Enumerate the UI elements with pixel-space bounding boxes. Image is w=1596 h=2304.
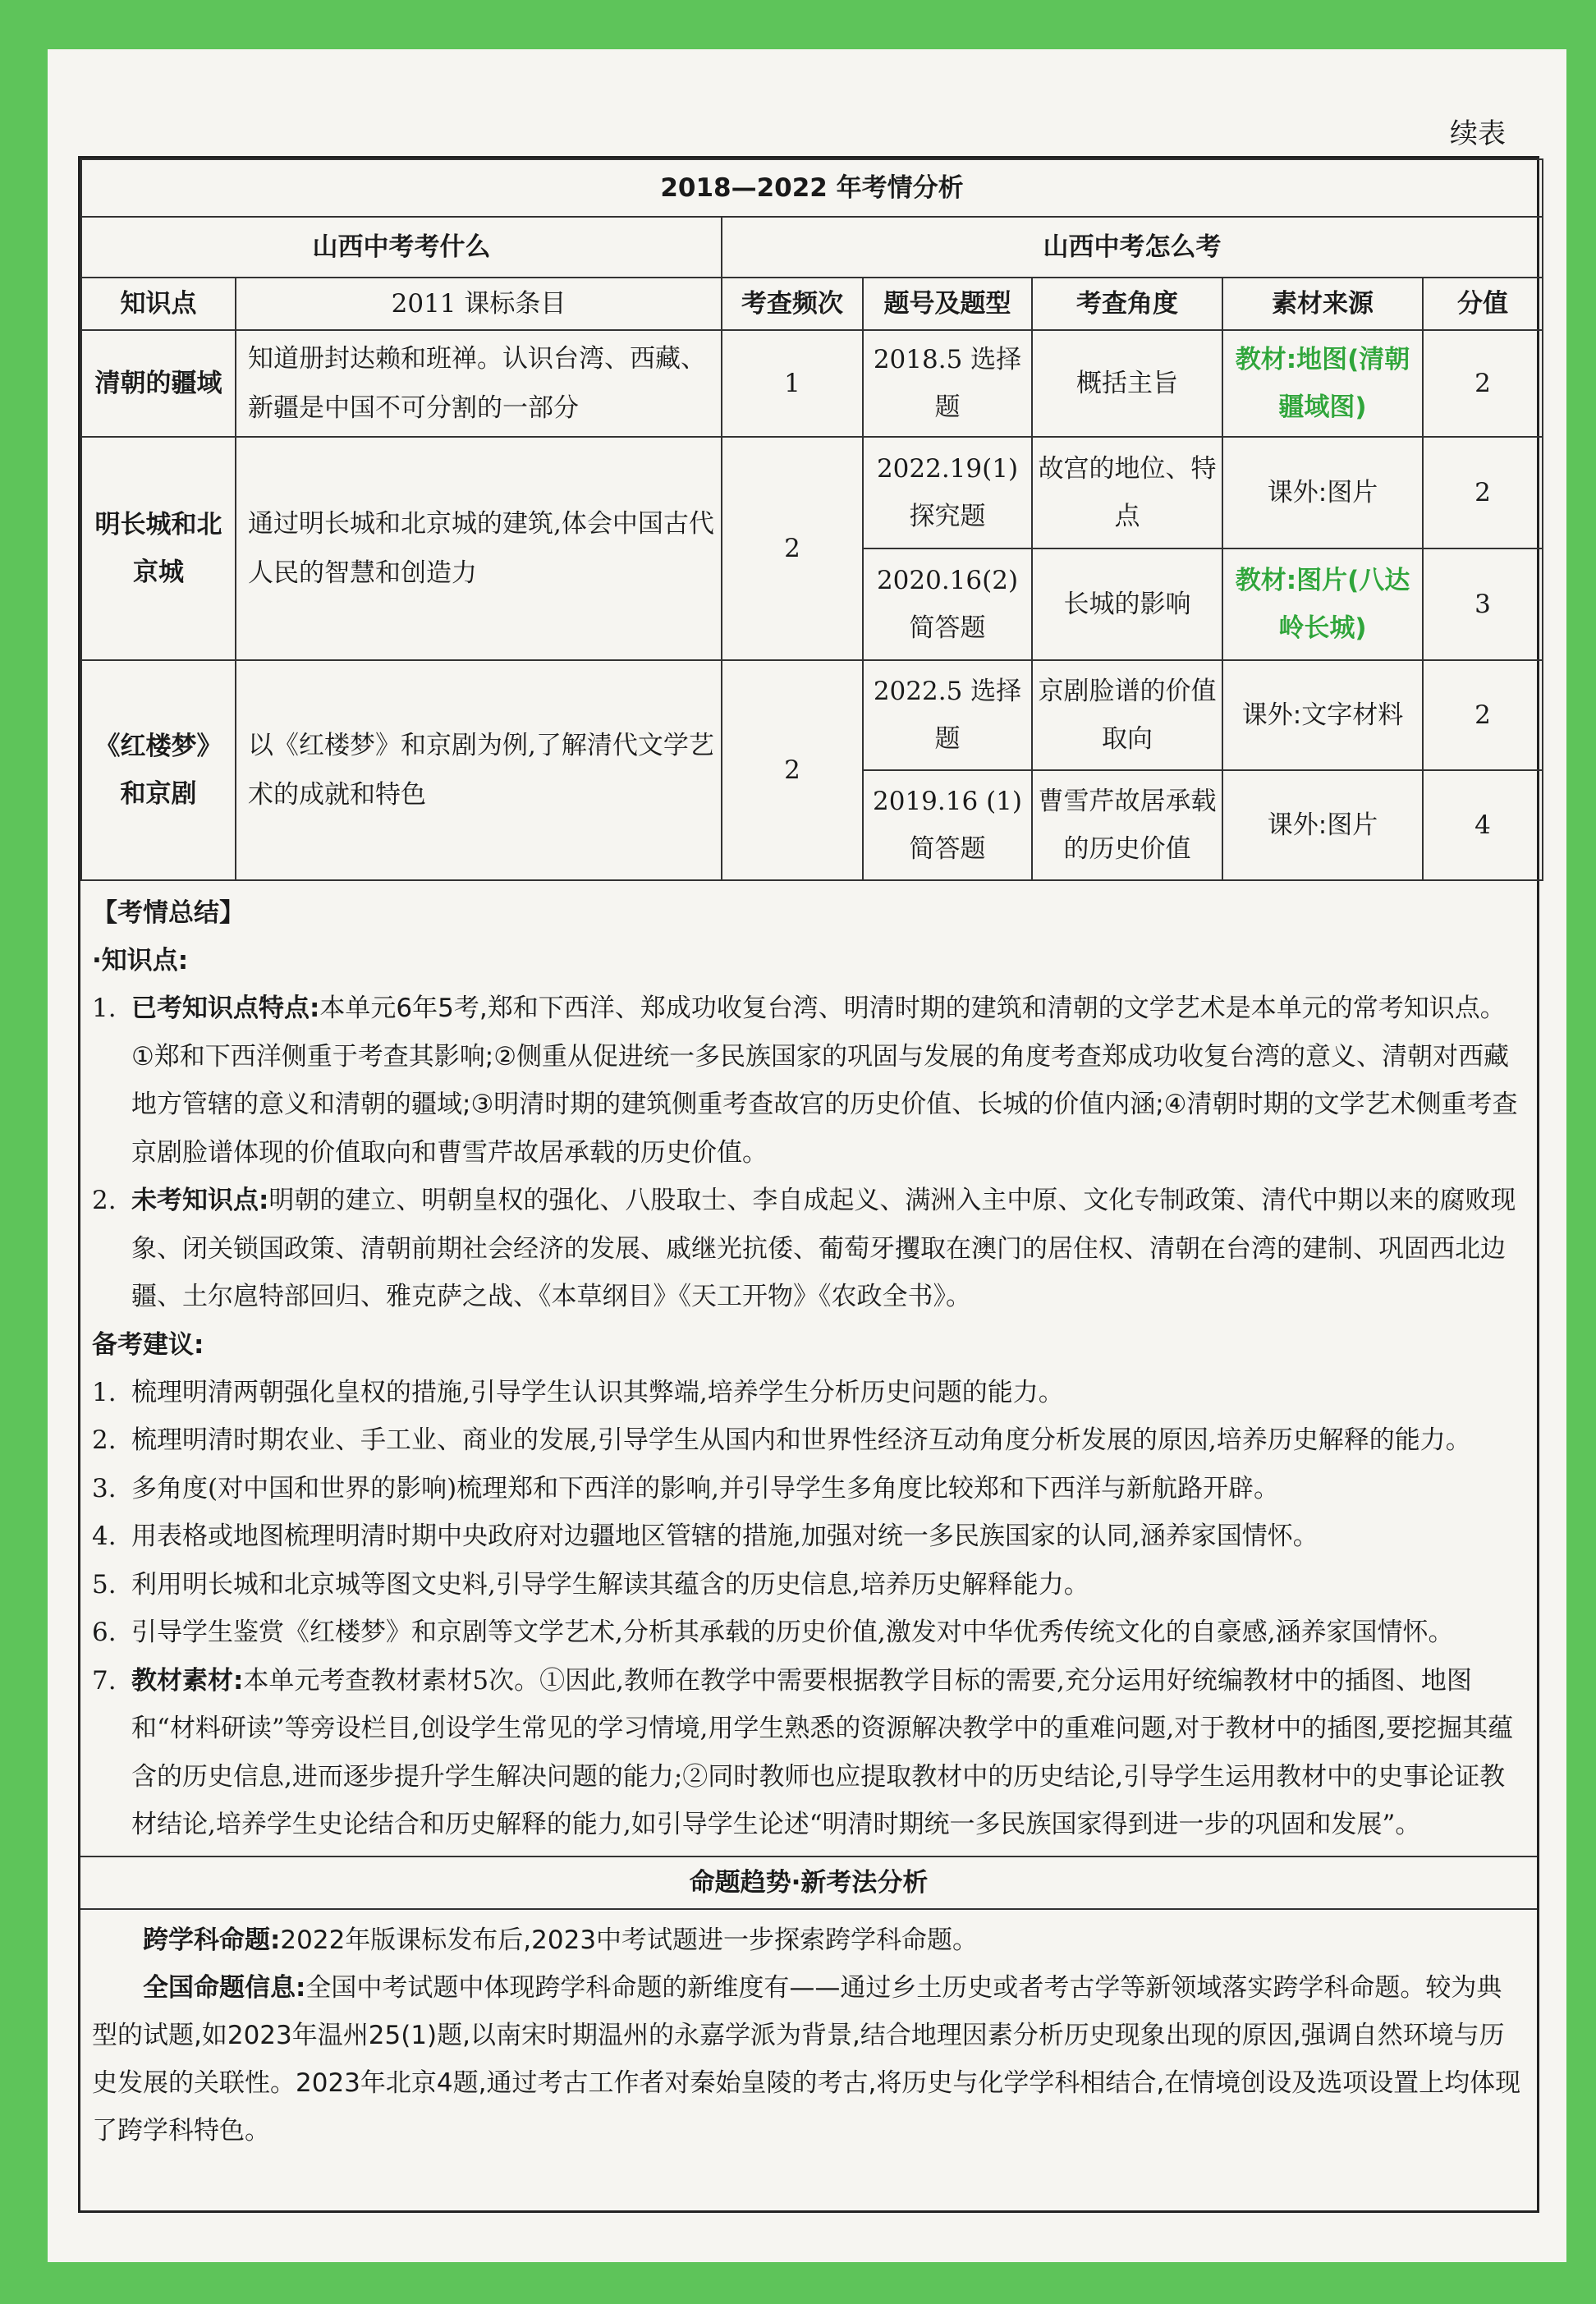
trend-text: 全国中考试题中体现跨学科命题的新维度有——通过乡土历史或者考古学等新领域落实跨学科命题。较为典型的试题,如2023年温州25(1)题,以南宋时期温州的永嘉学派为背景,结合地理因素分析历史现象出现的原因,强调自然环境与历史发展的关联性。2023年北京4题,通过考古工作者对秦始皇陵的考古,将历史与化学学科相结合,在情境创设及选项设置上均体现了跨学科特色。: [92, 1972, 1521, 2146]
table-row: [81, 330, 1543, 437]
source-cell: 教材:图片(八达岭长城): [1222, 548, 1423, 660]
item-number: 2.: [92, 1186, 117, 1215]
source-cell: 课外:图片: [1222, 437, 1423, 548]
item-number: 1.: [92, 994, 117, 1023]
item-text: 本单元考查教材素材5次。①因此,教师在教学中需要根据教学目标的需要,充分运用好统编教材中的插图、地图和“材料研读”等旁设栏目,创设学生常见的学习情境,用学生熟悉的资源解决教学中的重难问题,对于教材中的插图,要挖掘其蕴含的历史信息,进而逐步提升学生解决问题的能力;②同时教师也应提取教材中的历史结论,引导学生运用教材中的史事论证教材结论,培养学生史论结合和历史解释的能力,如引导学生论述“明清时期统一多民族国家得到进一步的巩固和发展”。: [131, 1665, 1514, 1839]
trend-paragraph: [92, 1916, 1525, 1964]
topic-name: 明长城和北京城: [81, 437, 236, 660]
item-label: 已考知识点特点:: [131, 994, 320, 1023]
question-cell: 2018.5 选择题: [863, 330, 1032, 437]
list-item: [92, 1369, 1525, 1417]
item-text: 明朝的建立、明朝皇权的强化、八股取士、李自成起义、满洲入主中原、文化专制政策、清代中期以来的腐败现象、闭关锁国政策、清朝前期社会经济的发展、戚继光抗倭、葡萄牙攫取在澳门的居住权、清朝在台湾的建制、巩固西北边疆、土尔扈特部回归、雅克萨之战、《本草纲目》《天工开物》《农政全书》。: [131, 1186, 1516, 1311]
table-title: 2018—2022 年考情分析: [81, 159, 1543, 217]
angle-cell: 曹雪芹故居承载的历史价值: [1032, 770, 1222, 880]
knowledge-points-label: ·知识点:: [92, 946, 189, 975]
item-text: 本单元6年5考,郑和下西洋、郑成功收复台湾、明清时期的建筑和清朝的文学艺术是本单元的常考知识点。①郑和下西洋侧重于考查其影响;②侧重从促进统一多民族国家的巩固与发展的角度考查郑成功收复台湾的意义、清朝对西藏地方管辖的意义和清朝的疆域;③明清时期的建筑侧重考查故宫的历史价值、长城的价值内涵;④清朝时期的文学艺术侧重考查京剧脸谱体现的价值取向和曹雪芹故居承载的历史价值。: [131, 994, 1518, 1168]
item-number: 3.: [92, 1473, 117, 1503]
item-label: 教材素材:: [131, 1665, 244, 1696]
trend-section-title: 命题趋势·新考法分析: [80, 1856, 1537, 1908]
topic-standard: 通过明长城和北京城的建筑,体会中国古代人民的智慧和创造力: [236, 437, 722, 660]
col-header: 素材来源: [1222, 278, 1423, 330]
source-cell: 课外:文字材料: [1222, 660, 1423, 770]
score-cell: 3: [1423, 548, 1543, 660]
item-number: 2.: [92, 1425, 117, 1455]
trend-label: 全国命题信息:: [143, 1972, 306, 2003]
angle-cell: 故宫的地位、特点: [1032, 437, 1222, 548]
table-row: [81, 660, 1543, 770]
list-item: [92, 1512, 1525, 1561]
question-cell: 2022.5 选择题: [863, 660, 1032, 770]
topic-standard: 知道册封达赖和班禅。认识台湾、西藏、新疆是中国不可分割的一部分: [236, 330, 722, 437]
col-header: 分值: [1423, 278, 1543, 330]
list-item: [92, 1561, 1525, 1609]
item-number: 1.: [92, 1377, 117, 1407]
angle-cell: 京剧脸谱的价值取向: [1032, 660, 1222, 770]
list-item: [92, 1657, 1525, 1849]
topic-name: 清朝的疆域: [81, 330, 236, 437]
angle-cell: 概括主旨: [1032, 330, 1222, 437]
score-cell: 2: [1423, 660, 1543, 770]
advice-label: 备考建议:: [92, 1329, 204, 1360]
trend-section: [80, 1908, 1537, 2155]
column-header-row: [81, 278, 1543, 330]
score-cell: 4: [1423, 770, 1543, 880]
col-header: 2011 课标条目: [236, 278, 722, 330]
score-cell: 2: [1423, 330, 1543, 437]
trend-label: 跨学科命题:: [143, 1925, 281, 1955]
topic-frequency: 2: [722, 660, 863, 880]
content-frame: [78, 156, 1539, 2213]
list-item: [92, 1416, 1525, 1465]
continued-label: 续表: [1450, 117, 1506, 150]
score-cell: 2: [1423, 437, 1543, 548]
list-item: [92, 1609, 1525, 1657]
table-row: [81, 437, 1543, 548]
item-label: 未考知识点:: [131, 1186, 269, 1215]
list-item: [92, 984, 1525, 1177]
topic-standard: 以《红楼梦》和京剧为例,了解清代文学艺术的成就和特色: [236, 660, 722, 880]
exam-summary: [80, 881, 1537, 1849]
col-header: 考查频次: [722, 278, 863, 330]
group-header-left: 山西中考考什么: [81, 217, 722, 278]
list-item: [92, 1465, 1525, 1513]
item-number: 4.: [92, 1521, 117, 1551]
item-text: 梳理明清两朝强化皇权的措施,引导学生认识其弊端,培养学生分析历史问题的能力。: [131, 1377, 1064, 1407]
trend-text: 2022年版课标发布后,2023中考试题进一步探索跨学科命题。: [280, 1925, 979, 1955]
source-cell: 教材:地图(清朝疆域图): [1222, 330, 1423, 437]
exam-analysis-table: [80, 158, 1543, 881]
question-cell: 2019.16 (1)简答题: [863, 770, 1032, 880]
item-text: 利用明长城和北京城等图文史料,引导学生解读其蕴含的历史信息,培养历史解释能力。: [131, 1569, 1089, 1599]
col-header: 考查角度: [1032, 278, 1222, 330]
trend-paragraph: [92, 1964, 1525, 2155]
topic-frequency: 2: [722, 437, 863, 660]
topic-frequency: 1: [722, 330, 863, 437]
source-cell: 课外:图片: [1222, 770, 1423, 880]
item-number: 7.: [92, 1665, 117, 1696]
item-text: 梳理明清时期农业、手工业、商业的发展,引导学生从国内和世界性经济互动角度分析发展的原因,培养历史解释的能力。: [131, 1425, 1471, 1455]
item-text: 用表格或地图梳理明清时期中央政府对边疆地区管辖的措施,加强对统一多民族国家的认同,涵养家国情怀。: [131, 1521, 1319, 1551]
item-number: 5.: [92, 1569, 117, 1599]
item-text: 引导学生鉴赏《红楼梦》和京剧等文学艺术,分析其承载的历史价值,激发对中华优秀传统文化的自豪感,涵养家国情怀。: [131, 1618, 1454, 1647]
col-header: 题号及题型: [863, 278, 1032, 330]
group-header-right: 山西中考怎么考: [722, 217, 1543, 278]
col-header: 知识点: [81, 278, 236, 330]
question-cell: 2020.16(2) 简答题: [863, 548, 1032, 660]
list-item: [92, 1177, 1525, 1321]
item-text: 多角度(对中国和世界的影响)梳理郑和下西洋的影响,并引导学生多角度比较郑和下西洋与新航路开辟。: [131, 1473, 1280, 1503]
question-cell: 2022.19(1) 探究题: [863, 437, 1032, 548]
topic-name: 《红楼梦》和京剧: [81, 660, 236, 880]
item-number: 6.: [92, 1618, 117, 1647]
angle-cell: 长城的影响: [1032, 548, 1222, 660]
summary-heading: 【考情总结】: [92, 898, 245, 928]
